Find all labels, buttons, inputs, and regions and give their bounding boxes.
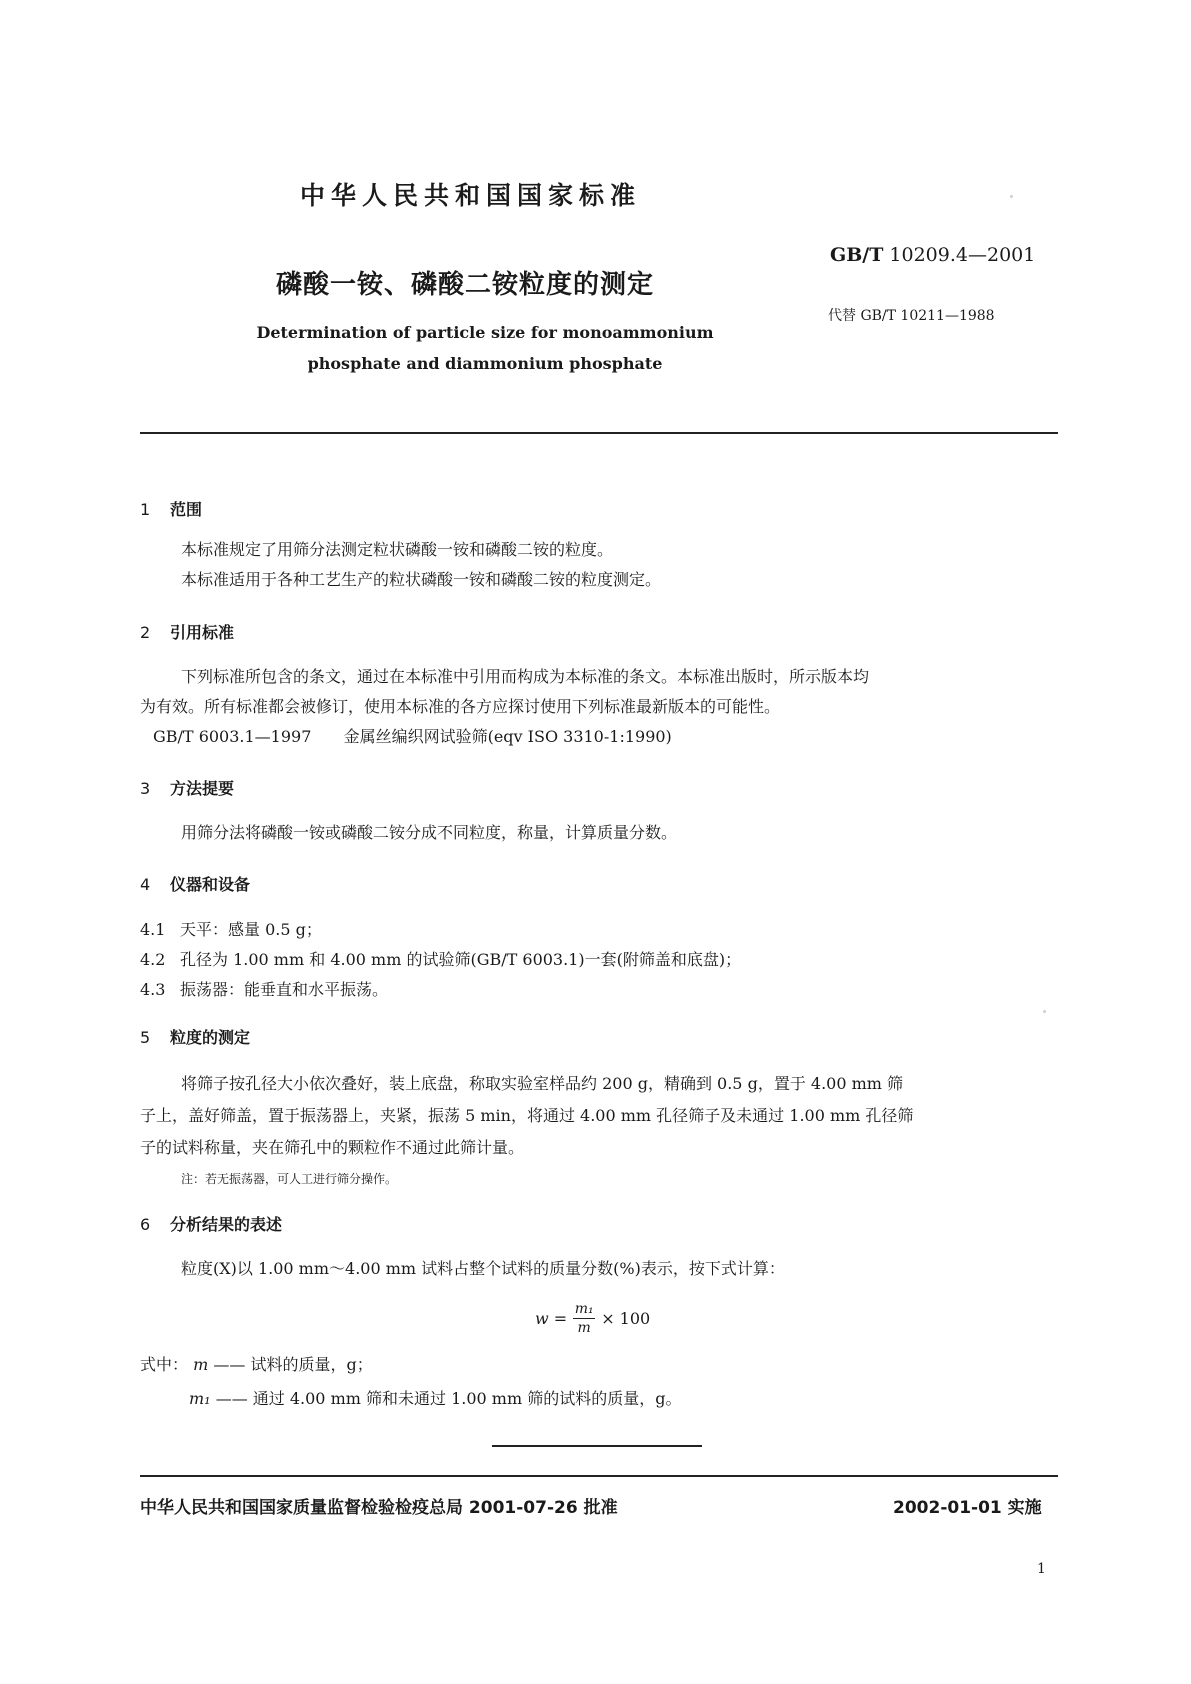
formula-numerator: m₁ (574, 1301, 594, 1317)
section-2-paragraph-line2: 为有效。所有标准都会被修订，使用本标准的各方应探讨使用下列标准最新版本的可能性。 (140, 697, 781, 716)
formula-rhs: × 100 (601, 1309, 651, 1328)
section-1-title: 范围 (170, 500, 203, 519)
section-6-heading (140, 1212, 282, 1235)
equipment-item (140, 977, 388, 1000)
section-5-note: 注：若无振荡器，可人工进行筛分操作。 (181, 1172, 398, 1186)
standard-code (830, 244, 1035, 266)
where2-symbol: m₁ (189, 1389, 211, 1408)
section-3-title: 方法提要 (170, 779, 235, 798)
section-3-heading (140, 776, 234, 799)
standard-code-prefix: GB/T (830, 244, 884, 266)
section-6-paragraph: 粒度(X)以 1.00 mm～4.00 mm 试料占整个试料的质量分数(%)表示，按下式计算： (181, 1259, 785, 1278)
where1-text: —— 试料的质量，g； (213, 1355, 373, 1374)
scan-speck (1043, 1010, 1046, 1013)
section-5-title: 粒度的测定 (170, 1028, 251, 1047)
equipment-item-number: 4.1 (140, 920, 166, 939)
referenced-standard-code: GB/T 6003.1—1997 (153, 727, 312, 746)
section-4-heading (140, 872, 250, 895)
equipment-item (140, 947, 741, 970)
formula-fraction (573, 1300, 595, 1337)
section-5-line2: 子上，盖好筛盖，置于振荡器上，夹紧，振荡 5 min，将通过 4.00 mm 孔径筛子及未通过 1.00 mm 孔径筛 (140, 1106, 914, 1125)
footer-divider (140, 1475, 1058, 1477)
standard-code-number: 10209.4—2001 (889, 244, 1036, 266)
equipment-item-text: 天平：感量 0.5 g； (180, 920, 322, 939)
section-3-number: 3 (140, 779, 151, 798)
section-5-number: 5 (140, 1028, 151, 1047)
equipment-item-number: 4.2 (140, 950, 166, 969)
section-1-heading (140, 497, 202, 520)
formula-denominator: m (577, 1320, 591, 1336)
formula-lhs: w = (535, 1309, 568, 1328)
section-6-title: 分析结果的表述 (170, 1215, 283, 1234)
referenced-standard (153, 723, 672, 751)
section-2-paragraph-line1: 下列标准所包含的条文，通过在本标准中引用而构成为本标准的条文。本标准出版时，所示版本均 (181, 667, 870, 686)
equipment-item-text: 振荡器：能垂直和水平振荡。 (180, 980, 389, 999)
effective-date: 2002-01-01 实施 (893, 1498, 1042, 1518)
replaces-standard: 代替 GB/T 10211—1988 (828, 308, 995, 324)
section-5-line3: 子的试料称量，夹在筛孔中的颗粒作不通过此筛计量。 (140, 1138, 525, 1157)
approval-statement: 中华人民共和国国家质量监督检验检疫总局 2001-07-26 批准 (140, 1498, 618, 1518)
referenced-standard-title: 金属丝编织网试验筛(eqv ISO 3310-1:1990) (343, 727, 672, 746)
section-5-heading (140, 1025, 250, 1048)
mass-fraction-formula (535, 1300, 650, 1337)
page-number: 1 (1037, 1561, 1046, 1577)
section-2-heading (140, 620, 234, 643)
section-4-number: 4 (140, 875, 151, 894)
section-1-number: 1 (140, 500, 151, 519)
section-6-number: 6 (140, 1215, 151, 1234)
section-2-number: 2 (140, 623, 151, 642)
end-divider (492, 1445, 702, 1447)
section-1-paragraph-1: 本标准规定了用筛分法测定粒状磷酸一铵和磷酸二铵的粒度。 (181, 540, 614, 559)
equipment-item-text: 孔径为 1.00 mm 和 4.00 mm 的试验筛(GB/T 6003.1)一套(附筛盖和底盘)； (180, 950, 742, 969)
section-4-title: 仪器和设备 (170, 875, 251, 894)
document-title-cn: 磷酸一铵、磷酸二铵粒度的测定 (276, 270, 655, 300)
header-divider (140, 432, 1058, 434)
formula-where-line2 (189, 1386, 681, 1409)
scan-speck (1010, 195, 1013, 198)
formula-where-line1 (140, 1352, 373, 1375)
document-title-en-line1: Determination of particle size for monoammonium (256, 323, 714, 342)
section-5-line1: 将筛子按孔径大小依次叠好，装上底盘，称取实验室样品约 200 g，精确到 0.5 g，置于 4.00 mm 筛 (181, 1074, 904, 1093)
where2-text: —— 通过 4.00 mm 筛和未通过 1.00 mm 筛的试料的质量，g。 (215, 1389, 682, 1408)
section-2-title: 引用标准 (170, 623, 235, 642)
section-1-paragraph-2: 本标准适用于各种工艺生产的粒状磷酸一铵和磷酸二铵的粒度测定。 (181, 570, 662, 589)
where1-symbol: m (193, 1355, 209, 1374)
section-3-paragraph: 用筛分法将磷酸一铵或磷酸二铵分成不同粒度，称量，计算质量分数。 (181, 823, 678, 842)
standard-name: 中华人民共和国国家标准 (300, 181, 642, 210)
equipment-item (140, 917, 322, 940)
document-title-en-line2: phosphate and diammonium phosphate (307, 354, 663, 373)
equipment-item-number: 4.3 (140, 980, 166, 999)
where-label: 式中： (140, 1355, 189, 1374)
